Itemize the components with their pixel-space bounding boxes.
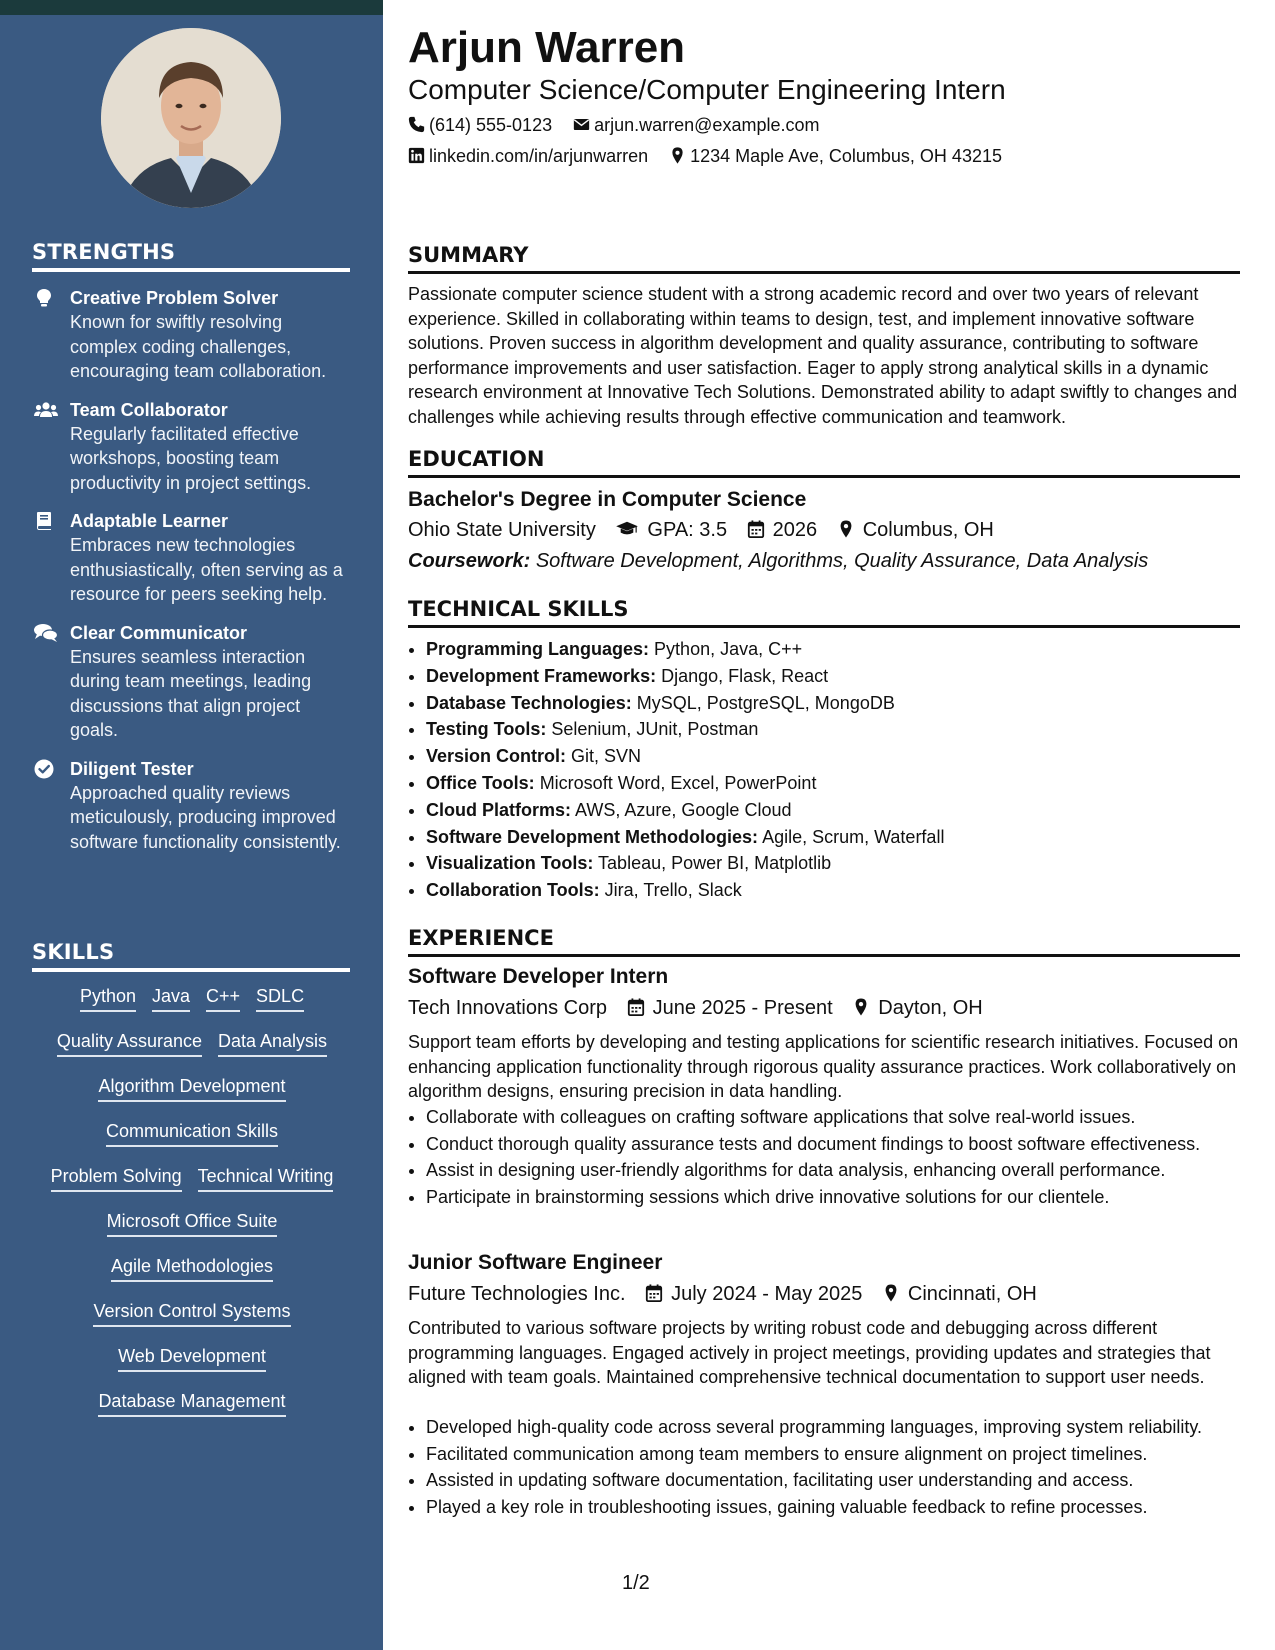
skill-tag: Microsoft Office Suite	[107, 1210, 278, 1237]
calendar-icon	[645, 1284, 663, 1302]
education-location: Columbus, OH	[862, 519, 994, 541]
job-location: Cincinnati, OH	[907, 1283, 1037, 1305]
skill-values: Tableau, Power BI, Matplotlib	[598, 853, 832, 874]
job-location-item	[882, 1281, 1037, 1307]
skill-row	[32, 1345, 352, 1390]
candidate-name: Arjun Warren	[408, 23, 686, 72]
skill-row	[32, 1210, 352, 1255]
skill-tag: Data Analysis	[218, 1030, 327, 1057]
strength-title: Diligent Tester	[70, 758, 194, 779]
list-item	[426, 637, 1240, 662]
skill-tag: Java	[152, 985, 190, 1012]
lightbulb-icon	[34, 288, 54, 308]
skill-row	[32, 1300, 352, 1345]
graduation-cap-icon	[615, 520, 639, 538]
gpa-item	[615, 517, 727, 543]
sidebar-top-bar	[0, 0, 383, 15]
skill-category: Testing Tools:	[426, 719, 547, 740]
list-item: • Conduct thorough quality assurance tests and document findings to boost software effectiveness.	[426, 1132, 1240, 1157]
skill-tag: Web Development	[118, 1345, 266, 1372]
technical-skills-list	[408, 637, 1240, 905]
map-pin-icon	[852, 998, 870, 1016]
skill-category: Software Development Methodologies:	[426, 826, 759, 847]
job-dates-item	[645, 1281, 862, 1307]
skill-row	[32, 1165, 352, 1210]
skill-category: Office Tools:	[426, 772, 535, 793]
job-meta	[408, 995, 997, 1021]
job-dates: July 2024 - May 2025	[671, 1283, 863, 1305]
skill-tag: Agile Methodologies	[111, 1255, 273, 1282]
job-bullets	[408, 1415, 1240, 1521]
linkedin-icon	[408, 147, 425, 164]
strength-item	[32, 509, 352, 607]
candidate-headline: Computer Science/Computer Engineering Intern	[408, 74, 1006, 105]
gpa-text: GPA: 3.5	[647, 519, 728, 541]
skills-cloud	[32, 985, 352, 1435]
company-name: Future Technologies Inc.	[408, 1283, 626, 1305]
address-text: 1234 Maple Ave, Columbus, OH 43215	[690, 146, 1002, 166]
check-circle-icon	[34, 759, 54, 779]
skill-values: Git, SVN	[571, 746, 642, 767]
linkedin-text[interactable]: linkedin.com/in/arjunwarren	[429, 146, 649, 166]
map-pin-icon	[669, 147, 686, 164]
list-item: • Assist in designing user-friendly algorithms for data analysis, enhancing overall performance.	[426, 1158, 1240, 1183]
list-item	[426, 744, 1240, 769]
job-title: Software Developer Intern	[408, 965, 669, 988]
skills-heading: SKILLS	[32, 940, 350, 972]
list-item	[426, 798, 1240, 823]
comments-icon	[34, 623, 58, 643]
year-item	[747, 517, 818, 543]
skill-values: Agile, Scrum, Waterfall	[762, 826, 945, 847]
skill-values: Microsoft Word, Excel, PowerPoint	[539, 772, 817, 793]
phone-icon	[408, 116, 425, 133]
strength-description: Approached quality reviews meticulously, producing improved software functionality consistently.	[70, 782, 341, 852]
list-item	[426, 771, 1240, 796]
list-item: • Developed high-quality code across several programming languages, improving system reliability.	[426, 1415, 1240, 1440]
phone-text: (614) 555-0123	[429, 115, 553, 135]
skill-row	[32, 1030, 352, 1075]
experience-heading: EXPERIENCE	[408, 925, 1240, 957]
job-bullets	[408, 1105, 1240, 1211]
list-item	[426, 664, 1240, 689]
skill-row	[32, 985, 352, 1030]
technical-skills-heading: TECHNICAL SKILLS	[408, 596, 1240, 628]
education-meta	[408, 517, 1008, 543]
list-item	[426, 717, 1240, 742]
job-location: Dayton, OH	[878, 997, 983, 1019]
job-title: Junior Software Engineer	[408, 1251, 663, 1274]
sidebar	[0, 0, 383, 1650]
skill-row	[32, 1255, 352, 1300]
users-icon	[34, 400, 58, 420]
skill-category: Visualization Tools:	[426, 853, 594, 874]
strength-item	[32, 286, 352, 384]
job-dates: June 2025 - Present	[652, 997, 833, 1019]
skill-tag: Communication Skills	[106, 1120, 278, 1147]
skill-values: AWS, Azure, Google Cloud	[575, 799, 792, 820]
skill-values: Django, Flask, React	[661, 665, 829, 686]
coursework-text: Software Development, Algorithms, Quality Assurance, Data Analysis	[535, 550, 1149, 572]
summary-text: Passionate computer science student with a strong academic record and over two years of relevant experience. Skilled in collaborating within teams to design, test, and implement innovative software solutions. Proven success in algorithm development and quality assurance, contributing to software performance improvements and user satisfaction. Eager to apply strong analytical skills in a dynamic research environment at Innovative Tech Solutions. Demonstrated ability to adapt swiftly to changes and challenges while achieving results through effective communication and teamwork.	[408, 284, 1238, 427]
strength-title: Clear Communicator	[70, 622, 248, 643]
list-item: • Participate in brainstorming sessions which drive innovative solutions for our clientele.	[426, 1185, 1240, 1210]
strength-item	[32, 398, 352, 496]
skill-values: Selenium, JUnit, Postman	[551, 719, 759, 740]
strength-description: Regularly facilitated effective workshops, boosting team productivity in project settings.	[70, 423, 312, 493]
envelope-icon	[573, 116, 590, 133]
job-location-item	[852, 995, 982, 1021]
strength-description: Known for swiftly resolving complex coding challenges, encouraging team collaboration.	[70, 312, 327, 381]
strength-item	[32, 757, 352, 855]
skill-tag: Problem Solving	[51, 1165, 182, 1192]
skill-category: Development Frameworks:	[426, 665, 657, 686]
degree-title: Bachelor's Degree in Computer Science	[408, 488, 807, 511]
strength-title: Creative Problem Solver	[70, 288, 279, 308]
map-pin-icon	[882, 1284, 900, 1302]
skill-tag: Quality Assurance	[57, 1030, 202, 1057]
strength-description: Ensures seamless interaction during team meetings, leading discussions that align project goals.	[70, 646, 312, 740]
book-icon	[34, 511, 54, 531]
school-name: Ohio State University	[408, 519, 596, 541]
skill-tag: C++	[206, 985, 240, 1012]
skill-row	[32, 1075, 352, 1120]
summary-heading: SUMMARY	[408, 242, 1240, 274]
calendar-icon	[627, 998, 645, 1016]
strength-description: Embraces new technologies enthusiastically, often serving as a resource for peers seeking help.	[70, 535, 343, 604]
list-item	[426, 825, 1240, 850]
email-text[interactable]: arjun.warren@example.com	[594, 115, 820, 135]
page-number: 1/2	[622, 1572, 650, 1594]
skill-row	[32, 1120, 352, 1165]
list-item: • Played a key role in troubleshooting issues, gaining valuable feedback to refine processes.	[426, 1495, 1240, 1520]
skill-tag: Algorithm Development	[98, 1075, 285, 1102]
contact-row	[408, 145, 1018, 167]
list-item: • Assisted in updating software documentation, facilitating user understanding and access.	[426, 1468, 1240, 1493]
skill-values: Jira, Trello, Slack	[604, 880, 742, 901]
skill-tag: Version Control Systems	[93, 1300, 290, 1327]
contact-row	[408, 114, 835, 136]
company-name: Tech Innovations Corp	[408, 997, 608, 1019]
calendar-icon	[747, 520, 765, 538]
strengths-heading: STRENGTHS	[32, 240, 350, 272]
skill-category: Cloud Platforms:	[426, 799, 572, 820]
strength-title: Adaptable Learner	[70, 511, 229, 531]
skill-tag: Database Management	[98, 1390, 285, 1417]
education-location-item	[837, 517, 994, 543]
skill-tag: Technical Writing	[198, 1165, 334, 1192]
list-item	[426, 691, 1240, 716]
graduation-year: 2026	[772, 519, 818, 541]
job-description: Contributed to various software projects by writing robust code and debugging across different programming languages. Engaged actively in project meetings, providing updates and strategies that aligned with team goals. Maintained comprehensive technical documentation to support user needs.	[408, 1318, 1211, 1387]
list-item: • Facilitated communication among team members to ensure alignment on project timelines.	[426, 1442, 1240, 1467]
skill-tag: Python	[80, 985, 136, 1012]
strengths-list	[32, 286, 352, 868]
email-contact[interactable]	[573, 114, 819, 136]
strength-title: Team Collaborator	[70, 399, 228, 420]
list-item	[426, 851, 1240, 876]
skill-row	[32, 1390, 352, 1435]
job-dates-item	[627, 995, 833, 1021]
phone-contact	[408, 114, 552, 136]
list-item: • Collaborate with colleagues on crafting software applications that solve real-world issues.	[426, 1105, 1240, 1130]
skill-category: Version Control:	[426, 746, 567, 767]
coursework-label: Coursework:	[408, 550, 531, 572]
map-pin-icon	[837, 520, 855, 538]
strength-item	[32, 621, 352, 743]
coursework-line	[408, 548, 1148, 574]
skill-category: Programming Languages:	[426, 639, 650, 659]
profile-photo	[101, 28, 281, 208]
education-heading: EDUCATION	[408, 446, 1240, 478]
skill-tag: SDLC	[256, 985, 304, 1012]
list-item	[426, 878, 1240, 903]
address-contact	[669, 145, 1002, 167]
skill-values: Python, Java, C++	[654, 639, 803, 659]
skill-category: Database Technologies:	[426, 692, 632, 713]
skill-values: MySQL, PostgreSQL, MongoDB	[636, 692, 895, 713]
job-description: Support team efforts by developing and testing applications for scientific research initiatives. Focused on enhancing application functionality through rigorous quality assurance practices. Work collaboratively on algorithm designs, ensuring precision in data handling.	[408, 1032, 1239, 1101]
job-meta	[408, 1281, 1051, 1307]
skill-category: Collaboration Tools:	[426, 880, 600, 901]
avatar	[101, 28, 281, 208]
linkedin-contact[interactable]	[408, 145, 648, 167]
